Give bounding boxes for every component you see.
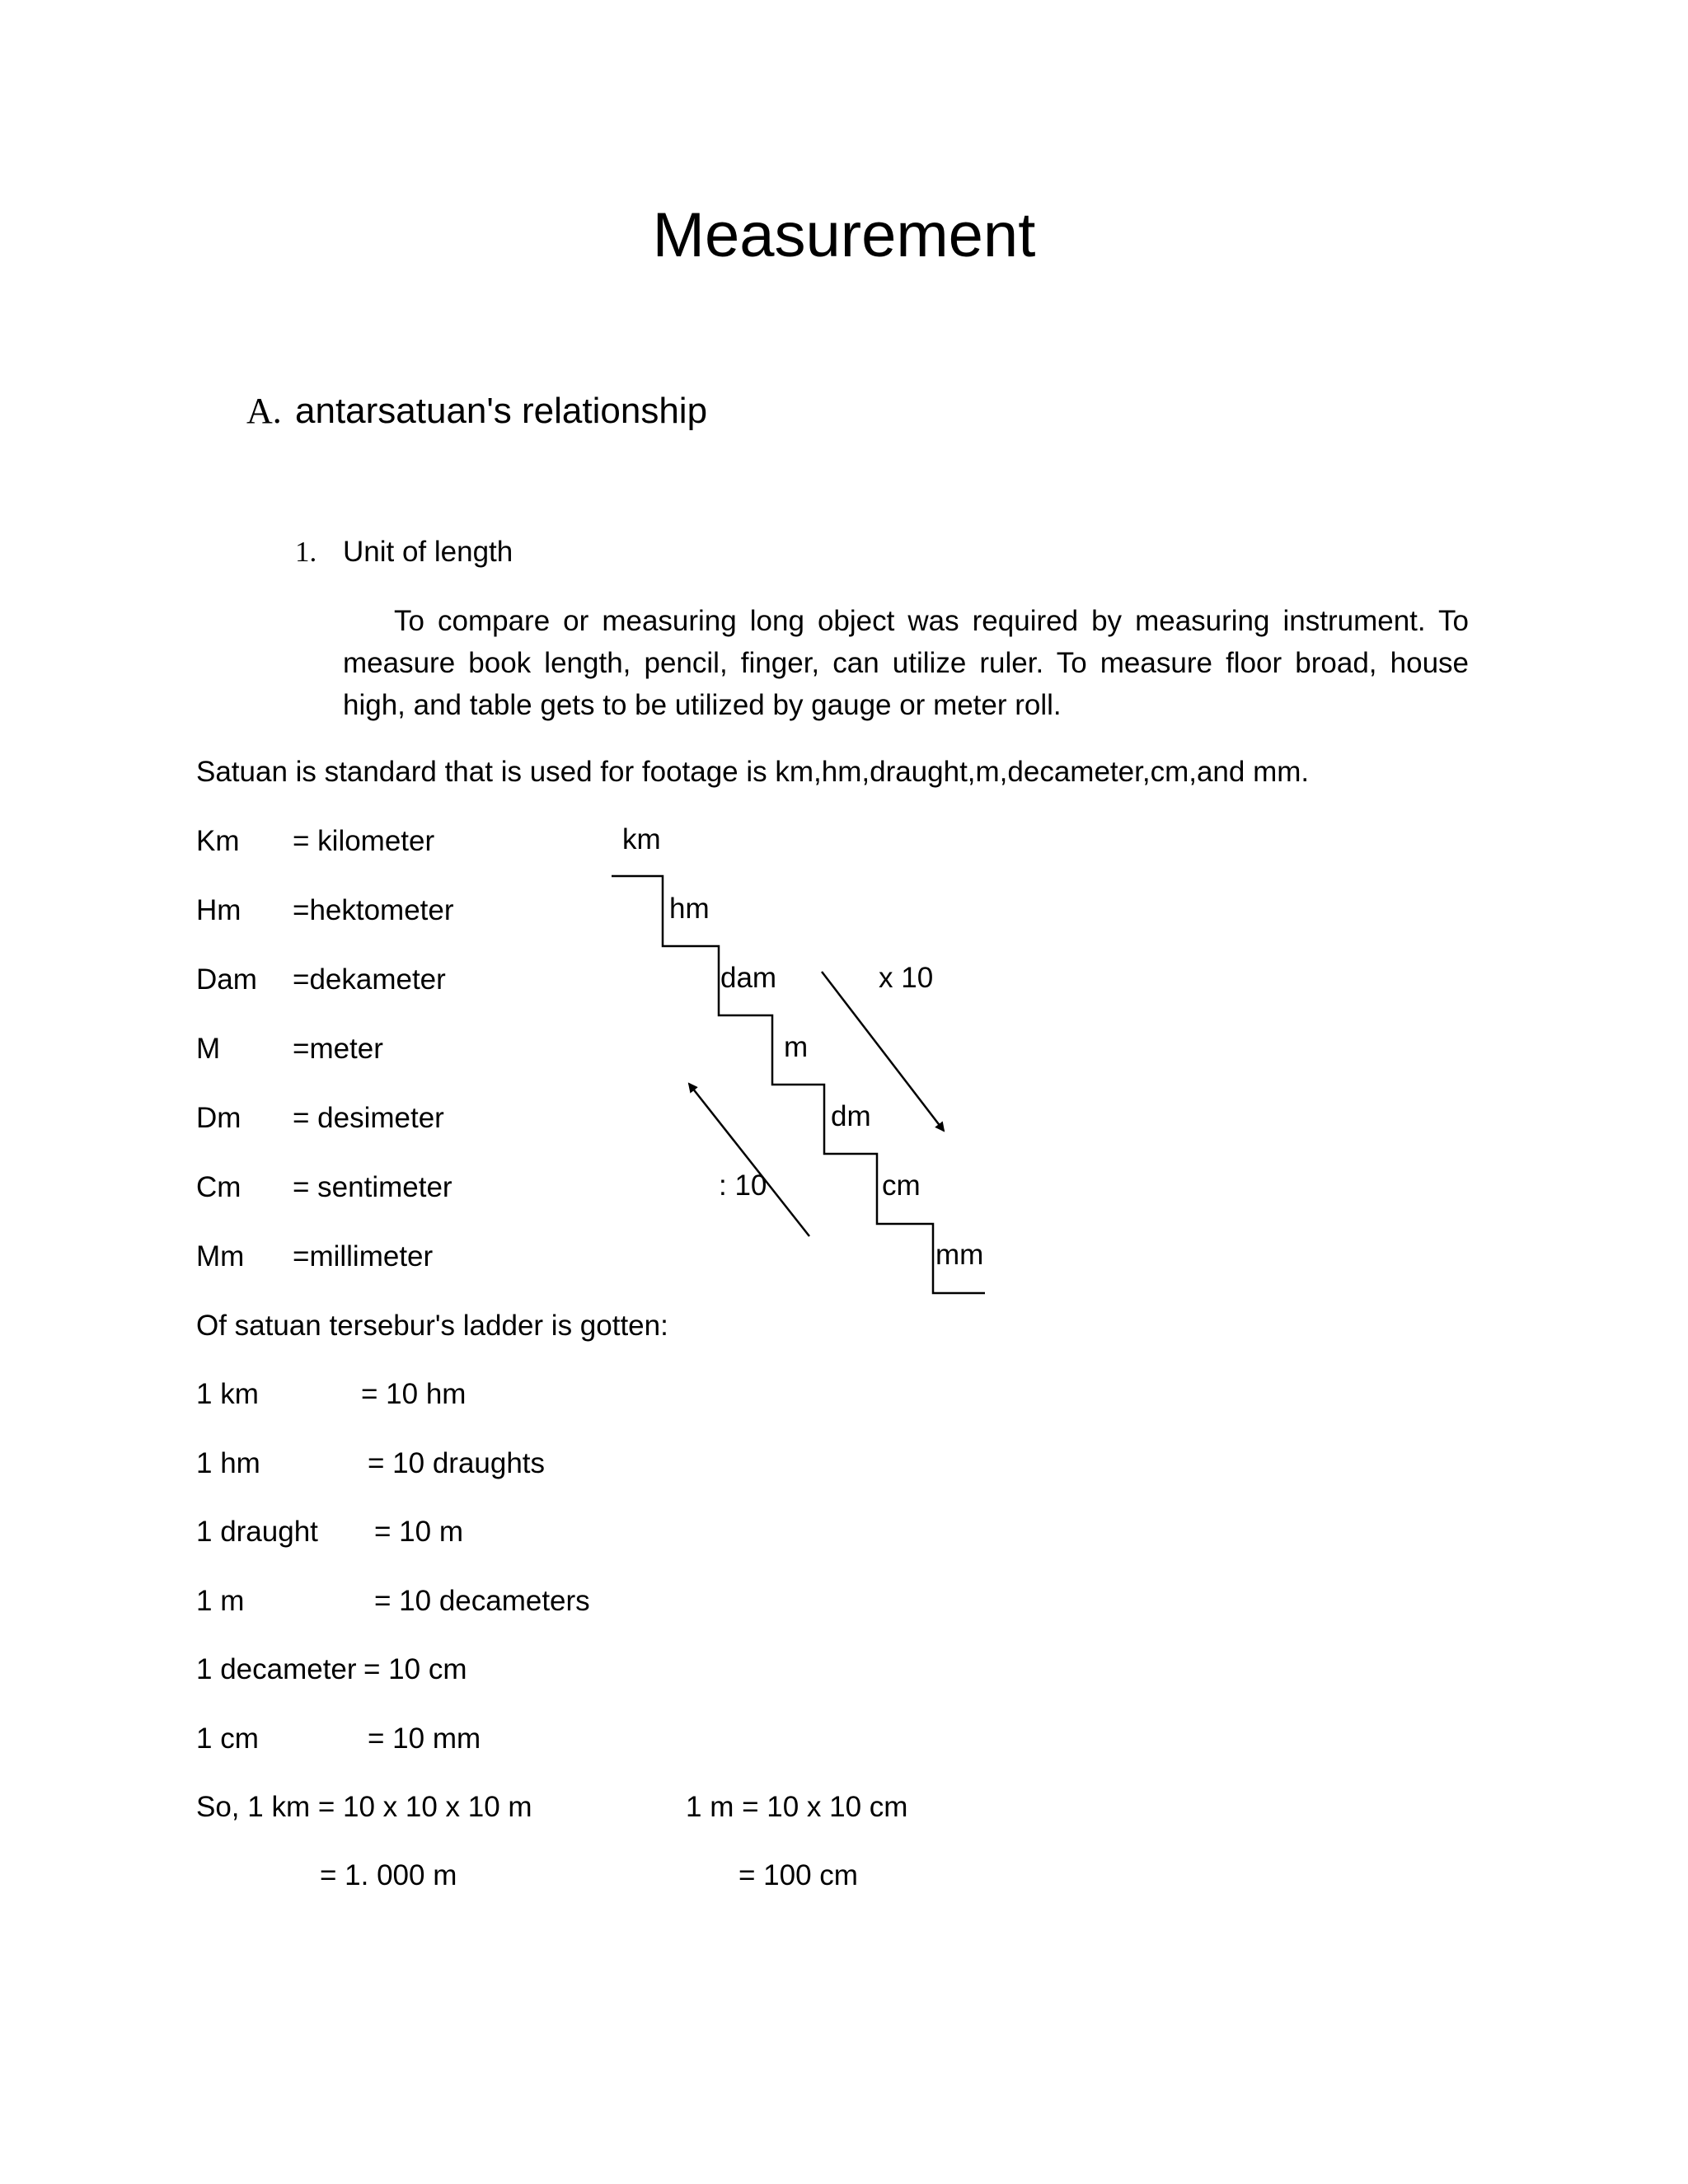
abbr-name: = kilometer bbox=[293, 825, 435, 857]
ladder-step-label: mm bbox=[935, 1239, 984, 1271]
example-km-result: = 1. 000 m bbox=[320, 1859, 457, 1891]
abbr-label: Hm bbox=[196, 894, 241, 926]
conversion-left: 1 m bbox=[196, 1585, 245, 1617]
ladder-step-label: cm bbox=[882, 1169, 921, 1202]
abbr-label: Km bbox=[196, 825, 240, 857]
abbr-name: = sentimeter bbox=[293, 1171, 452, 1203]
ladder-step-label: dam bbox=[720, 962, 777, 994]
abbr-label: Cm bbox=[196, 1171, 241, 1203]
ladder-steps bbox=[612, 876, 985, 1293]
conversion-right: = 10 hm bbox=[361, 1378, 467, 1410]
arrow-up bbox=[689, 1084, 809, 1236]
abbr-label: Dm bbox=[196, 1102, 241, 1134]
ladder-step-label: km bbox=[622, 823, 661, 855]
multiply-label: x 10 bbox=[879, 962, 934, 994]
abbr-label: Dam bbox=[196, 963, 257, 996]
subsection-marker: 1. bbox=[295, 536, 317, 568]
ladder-intro: Of satuan tersebur's ladder is gotten: bbox=[196, 1310, 668, 1342]
conversion-left: 1 km bbox=[196, 1378, 259, 1410]
intro-paragraph: To compare or measuring long object was required by measuring instrument. To measure book length, pencil, finger, can utilize ruler. To measure floor broad, house high, and table gets to be utilized by gauge or meter roll. bbox=[343, 605, 1469, 721]
example-m: 1 m = 10 x 10 cm bbox=[686, 1791, 908, 1823]
abbr-name: = desimeter bbox=[293, 1102, 444, 1134]
subsection-title: Unit of length bbox=[343, 536, 513, 568]
ladder-step-label: m bbox=[784, 1031, 809, 1063]
conversion-right: = 10 cm bbox=[363, 1653, 467, 1685]
conversion-right: = 10 m bbox=[374, 1516, 463, 1548]
ladder-step-label: dm bbox=[831, 1100, 871, 1132]
page-title: Measurement bbox=[652, 200, 1036, 270]
ladder-step-label: hm bbox=[669, 893, 710, 925]
conversion-left: 1 cm bbox=[196, 1722, 259, 1755]
abbr-label: Mm bbox=[196, 1240, 245, 1272]
section-title: antarsatuan's relationship bbox=[295, 391, 708, 431]
abbr-label: M bbox=[196, 1033, 221, 1065]
conversion-left: 1 draught bbox=[196, 1516, 318, 1548]
abbr-name: =dekameter bbox=[293, 963, 446, 996]
abbr-name: =hektometer bbox=[293, 894, 454, 926]
example-m-result: = 100 cm bbox=[738, 1859, 858, 1891]
section-marker: A. bbox=[246, 391, 282, 431]
abbr-name: =meter bbox=[293, 1033, 383, 1065]
conversion-left: 1 hm bbox=[196, 1447, 260, 1479]
units-intro: Satuan is standard that is used for footage is km,hm,draught,m,decameter,cm,and mm. bbox=[196, 756, 1310, 788]
divide-label: : 10 bbox=[719, 1169, 767, 1202]
conversion-left: 1 decameter bbox=[196, 1653, 357, 1685]
conversion-right: = 10 draughts bbox=[368, 1447, 546, 1479]
conversion-right: = 10 mm bbox=[368, 1722, 481, 1755]
abbr-name: =millimeter bbox=[293, 1240, 434, 1272]
conversion-right: = 10 decameters bbox=[374, 1585, 590, 1617]
example-km: So, 1 km = 10 x 10 x 10 m bbox=[196, 1791, 532, 1823]
